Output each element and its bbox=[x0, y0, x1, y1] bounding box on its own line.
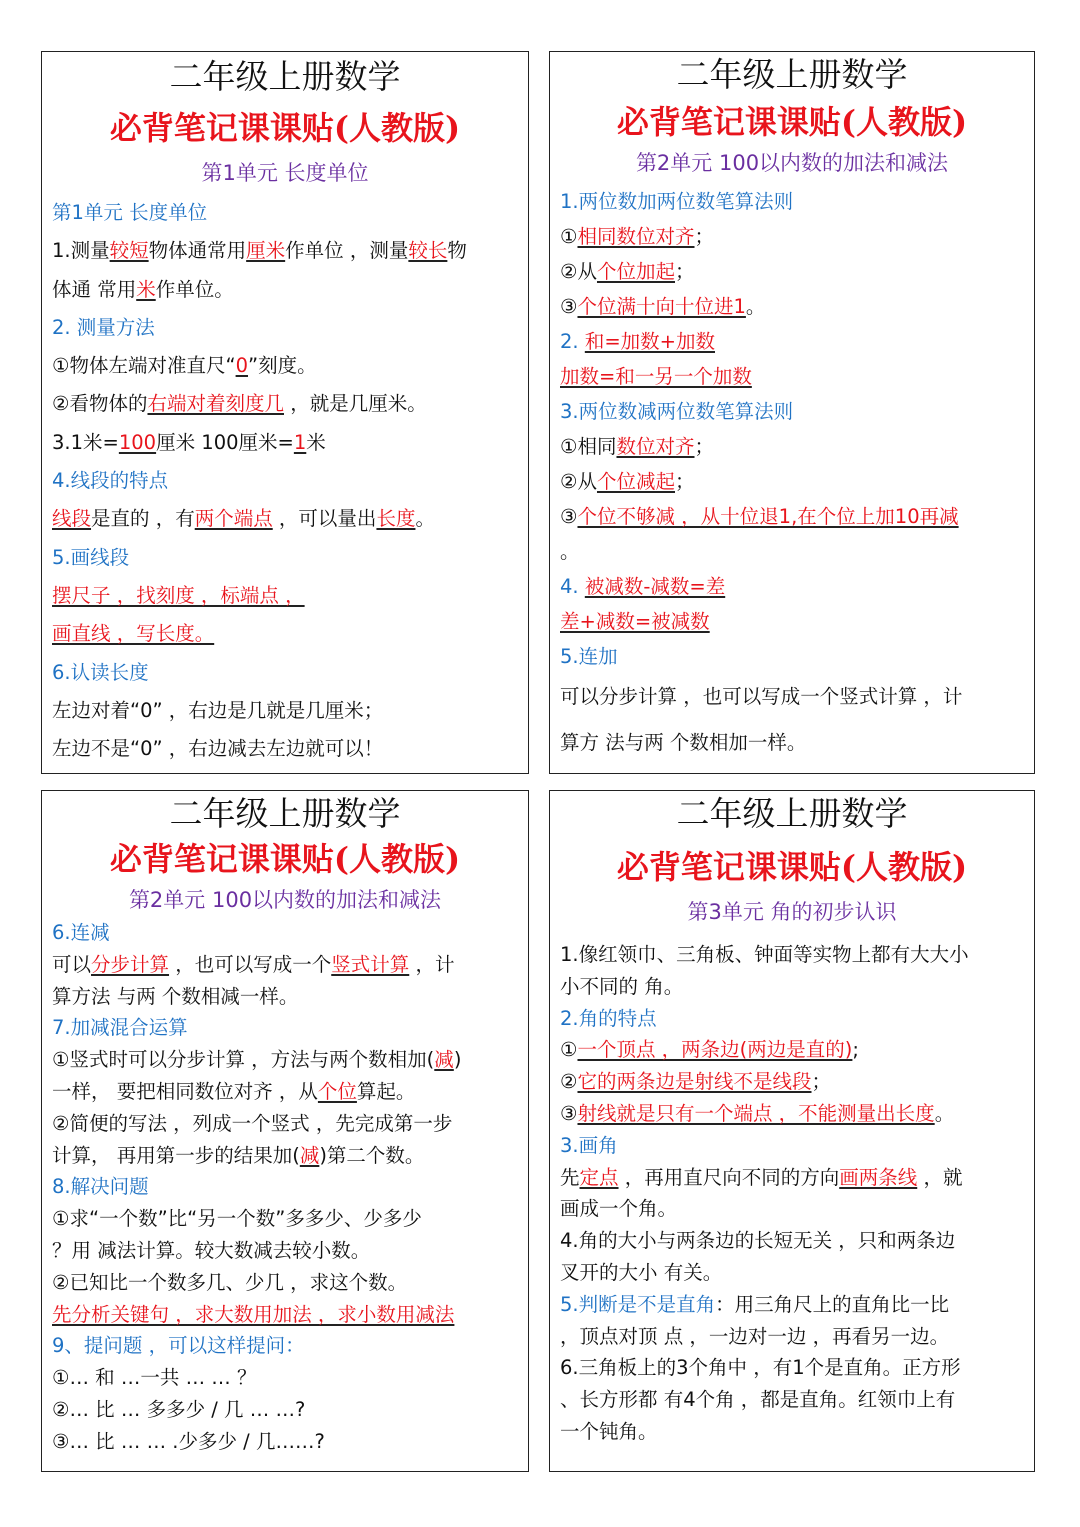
card-lines bbox=[550, 184, 1034, 766]
key-phrase: 定点 bbox=[579, 1165, 619, 1189]
key-phrase: 分步计算 bbox=[91, 952, 170, 976]
note-line bbox=[560, 1384, 1024, 1416]
text-segment: 是直的 ，有 bbox=[91, 507, 195, 531]
text-segment: ，顶点对顶 点 ，一边对一边 ，再看另一边。 bbox=[560, 1324, 950, 1348]
key-phrase: 1 bbox=[293, 430, 307, 454]
text-segment: 6.认读长度 bbox=[52, 660, 149, 684]
text-segment: 8.解决问题 bbox=[52, 1175, 149, 1199]
text-segment: 7.加减混合运算 bbox=[52, 1016, 188, 1040]
section-heading bbox=[52, 539, 518, 577]
section-heading bbox=[52, 654, 518, 692]
note-line bbox=[560, 674, 1024, 720]
text-segment: 画成一个角。 bbox=[560, 1197, 678, 1221]
note-line bbox=[560, 289, 1024, 324]
text-segment: ①竖式时可以分步计算 ，方法与两个数相加( bbox=[52, 1048, 435, 1072]
note-line bbox=[560, 534, 1024, 569]
text-segment: ； bbox=[675, 470, 695, 493]
card-title: 二年级上册数学 bbox=[676, 794, 908, 833]
card-title: 二年级上册数学 bbox=[676, 55, 908, 94]
text-segment: ； bbox=[694, 225, 715, 248]
note-line bbox=[560, 219, 1024, 254]
text-segment: ”刻度。 bbox=[248, 354, 317, 378]
note-line bbox=[560, 1193, 1024, 1225]
section-heading bbox=[52, 309, 518, 347]
note-line bbox=[560, 1098, 1024, 1130]
text-segment: 一样， 要把相同数位对齐 ，从 bbox=[52, 1079, 318, 1103]
text-segment: 算起。 bbox=[356, 1079, 416, 1103]
note-line bbox=[52, 615, 518, 653]
note-line bbox=[560, 429, 1024, 464]
text-segment: 6.连减 bbox=[52, 921, 110, 944]
note-line bbox=[560, 939, 1024, 971]
note-line bbox=[52, 1362, 518, 1394]
text-segment: 作单位。 bbox=[155, 277, 234, 301]
card-subtitle: 必背笔记课课贴(人教版) bbox=[109, 840, 461, 878]
note-line bbox=[560, 359, 1024, 394]
text-segment: ③ bbox=[560, 1101, 578, 1125]
card-unit3 bbox=[549, 790, 1035, 1472]
note-line bbox=[52, 1076, 518, 1108]
key-phrase: 加数=和一另一个加数 bbox=[560, 365, 752, 388]
key-phrase: 射线就是只有一个端点 ，不能测量出长度 bbox=[577, 1101, 935, 1125]
text-segment: 2. bbox=[560, 330, 585, 353]
text-segment: 4.角的大小与两条边的长短无关 ，只和两条边 bbox=[560, 1229, 956, 1253]
card-title: 二年级上册数学 bbox=[169, 794, 401, 833]
note-line bbox=[560, 1066, 1024, 1098]
text-segment: 算方 法与两 个数相加一样。 bbox=[560, 731, 807, 754]
text-segment: 9、提问题 ，可以这样提问： bbox=[52, 1334, 305, 1358]
text-segment: ，计 bbox=[409, 952, 455, 976]
note-line bbox=[52, 500, 518, 538]
note-line bbox=[560, 1352, 1024, 1384]
note-line bbox=[560, 1289, 1024, 1321]
key-phrase: 长度 bbox=[376, 507, 416, 531]
card-subtitle: 必背笔记课课贴(人教版) bbox=[616, 848, 968, 886]
key-phrase: 相同数位对齐 bbox=[577, 225, 695, 248]
text-segment: ③ bbox=[560, 295, 578, 318]
text-segment: 米 bbox=[306, 430, 326, 454]
note-line bbox=[560, 1162, 1024, 1194]
card-unit2b bbox=[41, 790, 529, 1472]
text-segment: 第1单元 长度单位 bbox=[52, 201, 208, 224]
note-line bbox=[52, 232, 518, 270]
section-heading bbox=[560, 1003, 1024, 1035]
text-segment: 。 bbox=[560, 540, 580, 563]
key-phrase: 较长 bbox=[408, 239, 448, 263]
text-segment: 可以 bbox=[52, 952, 92, 976]
text-segment: ①相同 bbox=[560, 435, 617, 458]
card-lines bbox=[42, 194, 528, 768]
note-line bbox=[52, 1203, 518, 1235]
text-segment: 1.两位数加两位数笔算法则 bbox=[560, 190, 794, 213]
text-segment: 5.连加 bbox=[560, 645, 618, 668]
card-lines bbox=[550, 939, 1034, 1448]
text-segment: ① bbox=[560, 225, 578, 248]
text-segment: 物 bbox=[447, 239, 467, 263]
key-phrase: 个位不够减 ，从十位退1,在个位上加10再减 bbox=[577, 505, 959, 528]
text-segment: 。 bbox=[934, 1101, 955, 1125]
card-unit2a bbox=[549, 51, 1035, 774]
card-unit-label: 第1单元 长度单位 bbox=[201, 161, 369, 185]
text-segment: 2.角的特点 bbox=[560, 1006, 657, 1030]
section-heading bbox=[560, 639, 1024, 674]
text-segment: ②从 bbox=[560, 260, 597, 283]
text-segment: 可以分步计算 ，也可以写成一个竖式计算 ，计 bbox=[560, 685, 963, 708]
key-phrase: 两个端点 bbox=[194, 507, 273, 531]
card-subtitle: 必背笔记课课贴(人教版) bbox=[616, 103, 968, 141]
text-segment: 叉开的大小 有关。 bbox=[560, 1260, 723, 1284]
text-segment: ) bbox=[453, 1048, 462, 1072]
section-heading bbox=[560, 184, 1024, 219]
key-phrase: 被减数-减数=差 bbox=[584, 575, 726, 598]
key-phrase: 个位减起 bbox=[596, 470, 675, 493]
card-unit-label: 第2单元 100以内数的加法和减法 bbox=[128, 888, 442, 912]
text-segment: 体通 常用 bbox=[52, 277, 137, 301]
note-line bbox=[560, 971, 1024, 1003]
text-segment: ，就 bbox=[917, 1165, 963, 1189]
key-phrase: 差+减数=被减数 bbox=[560, 610, 710, 633]
note-line bbox=[560, 604, 1024, 639]
text-segment: ：用三角尺上的直角比一比 bbox=[715, 1292, 950, 1316]
text-segment: 4.线段的特点 bbox=[52, 469, 169, 493]
note-line bbox=[560, 720, 1024, 766]
text-segment: 算方法 与两 个数相减一样。 bbox=[52, 984, 299, 1008]
note-line bbox=[52, 424, 518, 462]
text-segment: 小不同的 角。 bbox=[560, 974, 684, 998]
note-line bbox=[52, 577, 518, 615]
card-unit1 bbox=[41, 51, 529, 774]
key-phrase: 线段 bbox=[52, 507, 92, 531]
note-line bbox=[560, 324, 1024, 359]
note-line bbox=[560, 1321, 1024, 1353]
key-phrase: 个位满十向十位进1 bbox=[577, 295, 746, 318]
text-segment: 物体通常用 bbox=[148, 239, 247, 263]
text-segment: ②… 比 … 多多少 / 几 … …? bbox=[52, 1397, 306, 1421]
note-line bbox=[560, 464, 1024, 499]
note-line bbox=[52, 730, 518, 768]
note-line bbox=[52, 1267, 518, 1299]
text-segment: 3.画角 bbox=[560, 1133, 618, 1157]
text-segment: 1.测量 bbox=[52, 239, 110, 263]
note-line bbox=[560, 499, 1024, 534]
note-line bbox=[560, 1416, 1024, 1448]
key-phrase: 竖式计算 bbox=[331, 952, 410, 976]
text-segment: ？用 减法计算。较大数减去较小数。 bbox=[52, 1238, 371, 1262]
note-line bbox=[52, 347, 518, 385]
text-segment: 、长方形都 有4个角 ，都是直角。红领巾上有 bbox=[560, 1388, 956, 1412]
section-heading bbox=[52, 194, 518, 232]
text-segment: ①物体左端对准直尺“ bbox=[52, 354, 236, 378]
text-segment: ，就是几厘米。 bbox=[284, 392, 427, 416]
key-phrase: 摆尺子 ，找刻度 ，标端点 ， bbox=[52, 583, 305, 607]
text-segment: ②从 bbox=[560, 470, 597, 493]
key-phrase: 较短 bbox=[109, 239, 149, 263]
text-segment: ②简便的写法 ，列成一个竖式 ，先完成第一步 bbox=[52, 1111, 453, 1135]
text-segment: 作单位 ，测量 bbox=[285, 239, 409, 263]
key-phrase: 100 bbox=[118, 430, 157, 454]
text-segment: ②已知比一个数多几、少几 ，求这个数。 bbox=[52, 1270, 408, 1294]
note-line bbox=[52, 271, 518, 309]
text-segment: 4. bbox=[560, 575, 585, 598]
key-phrase: 个位 bbox=[317, 1079, 357, 1103]
text-segment: 1.像红领巾、三角板、钟面等实物上都有大大小 bbox=[560, 943, 969, 966]
section-heading bbox=[52, 462, 518, 500]
note-line bbox=[52, 949, 518, 981]
text-segment: 6.三角板上的3个角中 ，有1个是直角。正方形 bbox=[560, 1356, 961, 1380]
text-segment: ; bbox=[852, 1038, 859, 1062]
key-phrase: 个位加起 bbox=[596, 260, 675, 283]
note-line bbox=[560, 1225, 1024, 1257]
text-segment: ，可以量出 bbox=[272, 507, 377, 531]
note-line bbox=[52, 1394, 518, 1426]
note-line bbox=[52, 1044, 518, 1076]
card-lines bbox=[42, 917, 528, 1458]
key-phrase: 先分析关键句 ，求大数用加法 ，求小数用减法 bbox=[52, 1302, 455, 1326]
text-segment: ； bbox=[694, 435, 715, 458]
text-segment: 3.1米= bbox=[52, 430, 119, 454]
note-line bbox=[560, 1257, 1024, 1289]
key-phrase: 和=加数+加数 bbox=[584, 330, 715, 353]
text-segment: ② bbox=[560, 1070, 578, 1094]
text-segment: ①… 和 …一共 … … ？ bbox=[52, 1366, 257, 1390]
text-segment: )第二个数。 bbox=[319, 1143, 425, 1167]
text-segment: ②看物体的 bbox=[52, 392, 148, 416]
text-segment: ，也可以写成一个 bbox=[169, 952, 332, 976]
text-segment: 3.两位数减两位数笔算法则 bbox=[560, 400, 794, 423]
note-line bbox=[52, 981, 518, 1013]
text-segment: 左边对着“0” ，右边是几就是几厘米； bbox=[52, 698, 384, 722]
card-subtitle: 必背笔记课课贴(人教版) bbox=[109, 109, 461, 147]
card-unit-label: 第2单元 100以内数的加法和减法 bbox=[635, 151, 949, 175]
key-phrase: 右端对着刻度几 bbox=[147, 392, 284, 416]
note-line bbox=[52, 1108, 518, 1140]
note-line bbox=[52, 385, 518, 423]
key-phrase: 画两条线 bbox=[839, 1165, 918, 1189]
section-heading bbox=[560, 394, 1024, 429]
text-segment: ①求“一个数”比“另一个数”多多少、少多少 bbox=[52, 1207, 422, 1231]
text-segment: ① bbox=[560, 1038, 578, 1062]
note-line bbox=[52, 1299, 518, 1331]
note-line bbox=[560, 254, 1024, 289]
note-line bbox=[560, 569, 1024, 604]
note-line bbox=[560, 1034, 1024, 1066]
note-line bbox=[52, 1235, 518, 1267]
text-segment: 5.画线段 bbox=[52, 545, 130, 569]
section-heading bbox=[52, 1012, 518, 1044]
card-title: 二年级上册数学 bbox=[169, 57, 401, 96]
text-segment: ③ bbox=[560, 505, 578, 528]
key-phrase: 厘米 bbox=[246, 239, 286, 263]
key-phrase: 减 bbox=[299, 1143, 320, 1167]
text-segment: ③… 比 … … .少多少 / 几……? bbox=[52, 1429, 325, 1453]
text-segment: ； bbox=[811, 1070, 832, 1094]
card-unit-label: 第3单元 角的初步认识 bbox=[687, 900, 897, 924]
key-phrase: 一个顶点 ，两条边(两边是直的) bbox=[577, 1038, 853, 1062]
text-segment: ，再用直尺向不同的方向 bbox=[618, 1165, 840, 1189]
text-segment: 计算， 再用第一步的结果加( bbox=[52, 1143, 300, 1167]
text-segment: 左边不是“0” ，右边减去左边就可以！ bbox=[52, 737, 384, 761]
text-segment: 。 bbox=[745, 295, 766, 318]
text-segment: ； bbox=[675, 260, 695, 283]
text-segment: 。 bbox=[415, 507, 435, 531]
text-segment: 一个钝角。 bbox=[560, 1419, 658, 1443]
key-phrase: 减 bbox=[434, 1048, 454, 1072]
text-segment: 2. 测量方法 bbox=[52, 315, 155, 339]
text-segment: 厘米 100厘米= bbox=[156, 430, 294, 454]
section-heading bbox=[52, 1171, 518, 1203]
note-line bbox=[52, 1140, 518, 1172]
key-phrase: 米 bbox=[136, 277, 156, 301]
section-heading bbox=[560, 1130, 1024, 1162]
key-phrase: 0 bbox=[235, 354, 249, 378]
section-heading bbox=[52, 1330, 518, 1362]
key-phrase: 它的两条边是射线不是线段 bbox=[577, 1070, 812, 1094]
text-segment: 先 bbox=[560, 1165, 580, 1189]
text-segment: 5.判断是不是直角 bbox=[560, 1292, 716, 1316]
key-phrase: 数位对齐 bbox=[616, 435, 695, 458]
note-line bbox=[52, 692, 518, 730]
section-heading bbox=[52, 917, 518, 949]
key-phrase: 画直线 ，写长度。 bbox=[52, 622, 215, 646]
note-line bbox=[52, 1426, 518, 1458]
